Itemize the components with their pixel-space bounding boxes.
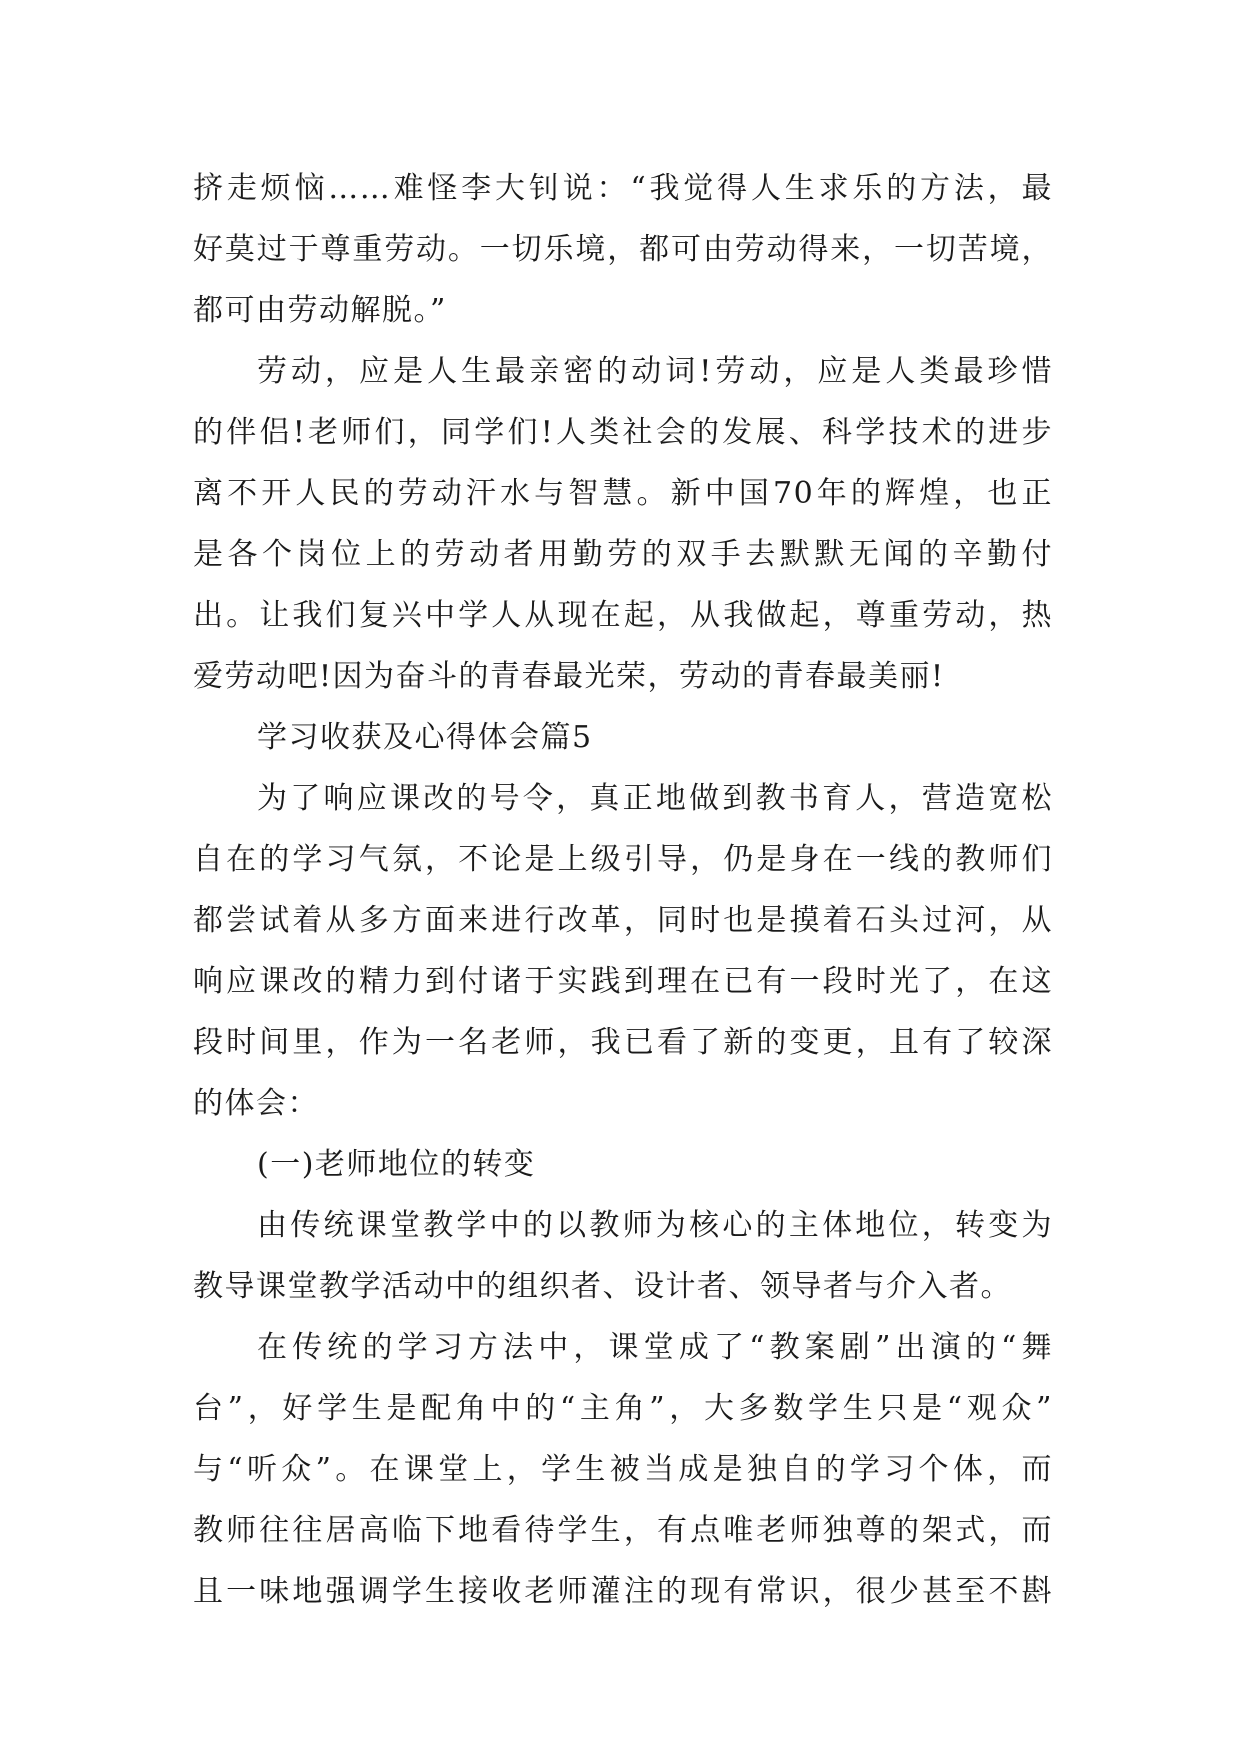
text-line: 都可由劳动解脱。” [193,293,447,328]
text-line: 好莫过于尊重劳动。一切乐境，都可由劳动得来，一切苦境， [193,232,1053,267]
text-line: 的伴侣!老师们，同学们!人类社会的发展、科学技术的进步 [193,415,1053,450]
document-page [193,158,1053,1622]
text-line: 离不开人民的劳动汗水与智慧。新中国70年的辉煌，也正 [193,476,1053,511]
paragraph-first-line: 在传统的学习方法中，课堂成了“教案剧”出演的“舞 [257,1330,1053,1365]
paragraph-first-line: 为了响应课改的号令，真正地做到教书育人，营造宽松 [257,781,1053,816]
paragraph-first-line: 劳动，应是人生最亲密的动词!劳动，应是人类最珍惜 [257,354,1053,389]
text-line: 的体会： [193,1086,319,1121]
text-line: 段时间里，作为一名老师，我已看了新的变更，且有了较深 [193,1025,1053,1060]
text-line: 教师往往居高临下地看待学生，有点唯老师独尊的架式，而 [193,1513,1053,1548]
subsection-heading: (一)老师地位的转变 [257,1147,536,1182]
text-line: 都尝试着从多方面来进行改革，同时也是摸着石头过河，从 [193,903,1053,938]
text-line: 挤走烦恼……难怪李大钊说：“我觉得人生求乐的方法，最 [193,171,1053,206]
section-heading: 学习收获及心得体会篇5 [257,720,593,755]
text-line: 出。让我们复兴中学人从现在起，从我做起，尊重劳动，热 [193,598,1053,633]
text-line: 教导课堂教学活动中的组织者、设计者、领导者与介入者。 [193,1269,1012,1304]
paragraph-first-line: 由传统课堂教学中的以教师为核心的主体地位，转变为 [257,1208,1053,1243]
text-line: 台”，好学生是配角中的“主角”，大多数学生只是“观众” [193,1391,1053,1426]
text-line: 响应课改的精力到付诸于实践到理在已有一段时光了，在这 [193,964,1053,999]
text-line: 自在的学习气氛，不论是上级引导，仍是身在一线的教师们 [193,842,1053,877]
text-line: 是各个岗位上的劳动者用勤劳的双手去默默无闻的辛勤付 [193,537,1053,572]
text-line: 且一味地强调学生接收老师灌注的现有常识，很少甚至不斟 [193,1574,1053,1609]
text-line: 与“听众”。在课堂上，学生被当成是独自的学习个体，而 [193,1452,1053,1487]
text-line: 爱劳动吧!因为奋斗的青春最光荣，劳动的青春最美丽! [193,659,945,694]
